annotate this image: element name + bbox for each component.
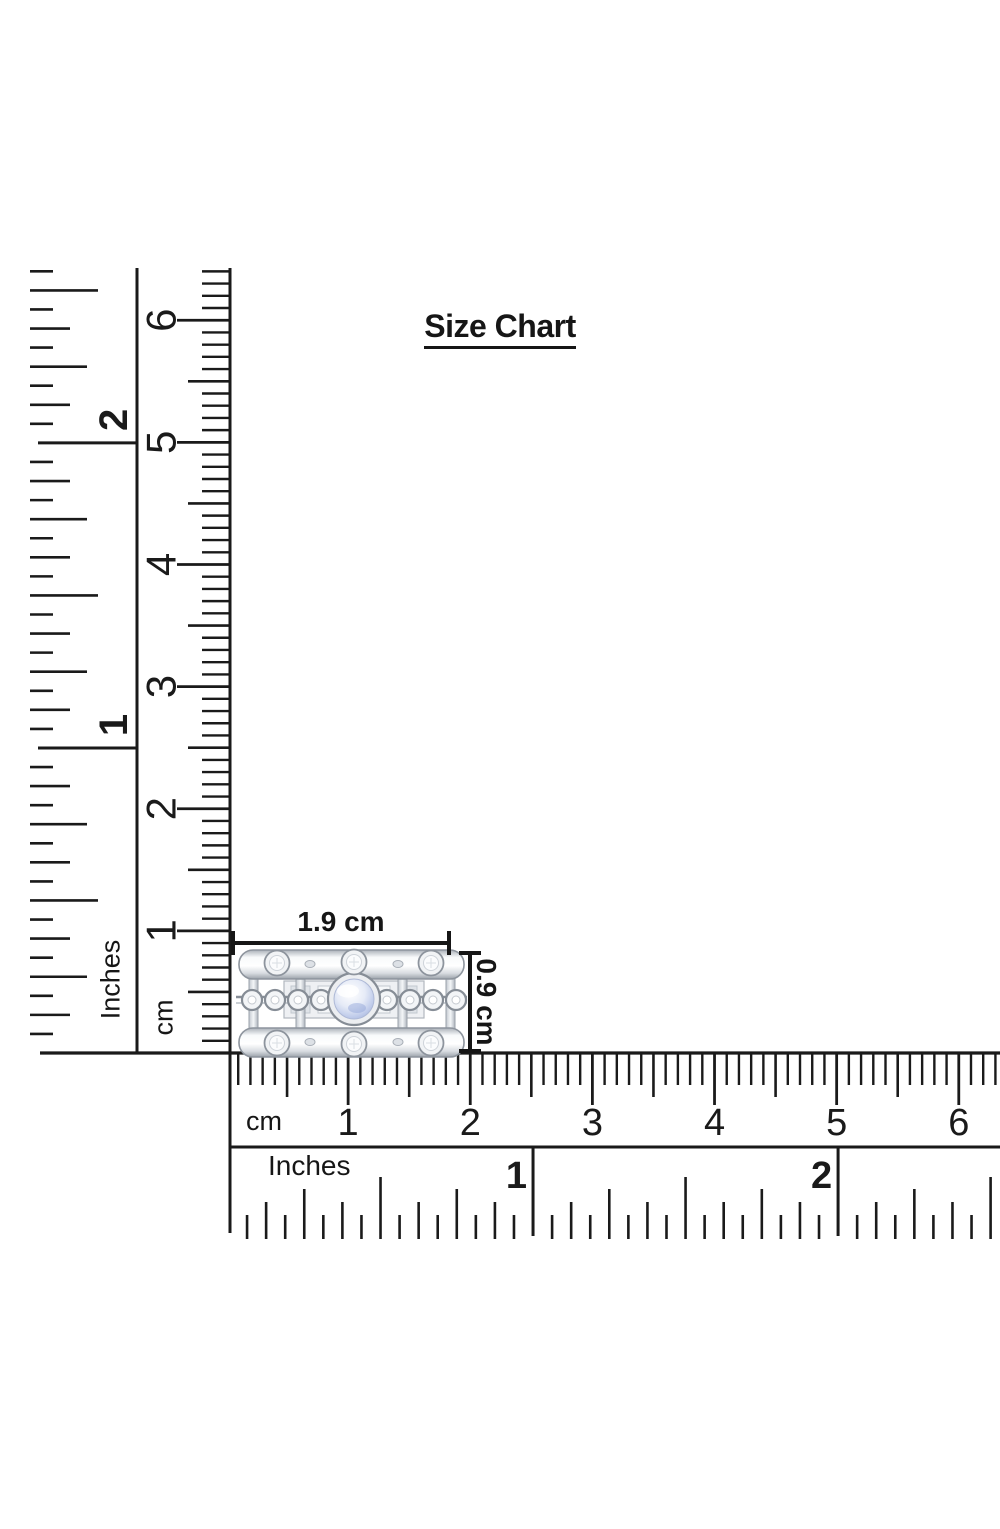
band-ornament	[393, 1039, 403, 1046]
bezel-diamond	[342, 950, 367, 975]
ring-height-dimension-label: 0.9 cm	[471, 958, 502, 1046]
ruler-number: 1	[337, 1102, 359, 1144]
band-ornament	[305, 961, 315, 968]
ruler-number: 2	[137, 797, 185, 821]
ruler-number: 1	[92, 713, 136, 737]
vertical-cm-ruler-label: cm	[148, 999, 179, 1036]
moonstone-highlight	[337, 985, 359, 998]
ring-width-dimension-label: 1.9 cm	[297, 906, 385, 937]
chain-bead	[294, 996, 302, 1004]
ruler-number: 6	[948, 1102, 970, 1144]
chain-bead	[248, 996, 256, 1004]
ruler-number: 2	[810, 1155, 833, 1197]
chain-bead	[429, 996, 437, 1004]
band-ornament	[305, 1039, 315, 1046]
ruler-number: 1	[505, 1155, 528, 1197]
ruler-number: 6	[137, 308, 185, 332]
ruler-number: 3	[581, 1102, 603, 1144]
horizontal-inches-ruler-label: Inches	[268, 1150, 351, 1181]
chain-bead	[406, 996, 414, 1004]
bezel-diamond	[265, 951, 290, 976]
vertical-inches-ruler-label: Inches	[95, 939, 126, 1020]
ruler-number: 2	[92, 408, 136, 432]
bezel-diamond	[265, 1031, 290, 1056]
ruler-number: 5	[826, 1102, 848, 1144]
chain-bead	[271, 996, 279, 1004]
page-title-text: Size Chart	[424, 308, 575, 349]
ruler-number: 4	[703, 1102, 726, 1144]
bezel-diamond	[342, 1032, 367, 1057]
ruler-number: 4	[137, 552, 185, 577]
ruler-number: 1	[137, 919, 185, 943]
ring-image	[236, 950, 467, 1058]
bezel-diamond	[419, 1031, 444, 1056]
page-title	[330, 308, 670, 345]
ruler-number: 3	[137, 674, 185, 699]
band-ornament	[393, 961, 403, 968]
ruler-number: 2	[459, 1102, 481, 1144]
chain-bead	[452, 996, 460, 1004]
horizontal-cm-ruler-label: cm	[246, 1106, 282, 1136]
chain-bead	[317, 996, 325, 1004]
ruler-number: 5	[137, 430, 185, 455]
bezel-diamond	[419, 951, 444, 976]
moonstone	[334, 979, 374, 1019]
chain-bead	[383, 996, 391, 1004]
moonstone-glow	[348, 1003, 366, 1013]
